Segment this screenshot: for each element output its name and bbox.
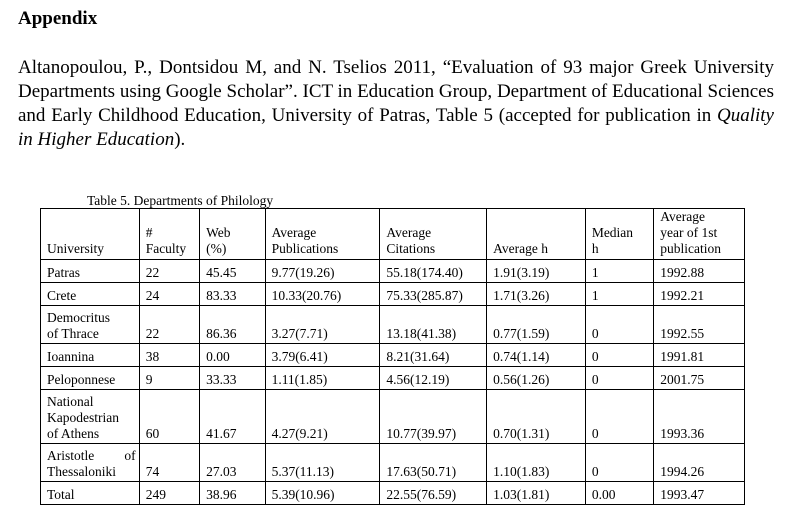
cell-faculty: 9: [139, 367, 199, 390]
university-line: Aristotle of: [47, 448, 136, 463]
cell-web: 41.67: [200, 390, 265, 444]
citation-paragraph: [18, 56, 774, 152]
cell-web: 33.33: [200, 367, 265, 390]
header-line: Average h: [493, 241, 548, 256]
header-line: Average: [271, 225, 317, 240]
cell-year: 1992.21: [654, 283, 745, 306]
header-line: (%): [206, 241, 227, 256]
cell-faculty: 60: [139, 390, 199, 444]
header-publications: [265, 209, 380, 260]
cell-median-h: 0: [585, 367, 653, 390]
table-row: [41, 390, 745, 444]
cell-faculty: 74: [139, 444, 199, 482]
cell-faculty: 24: [139, 283, 199, 306]
cell-citations: 10.77(39.97): [380, 390, 487, 444]
cell-year: 1992.88: [654, 260, 745, 283]
table-row: [41, 306, 745, 344]
cell-publications: 5.37(11.13): [265, 444, 380, 482]
header-line: Citations: [386, 241, 436, 256]
cell-web: 86.36: [200, 306, 265, 344]
philology-departments-table: [40, 208, 745, 505]
header-row: [41, 209, 745, 260]
journal-title: Quality in Higher Education: [18, 105, 774, 150]
cell-faculty: 249: [139, 482, 199, 505]
header-web: [200, 209, 265, 260]
citation-suffix: ).: [174, 129, 186, 150]
cell-publications: 5.39(10.96): [265, 482, 380, 505]
table-row: [41, 260, 745, 283]
header-line: year of 1st: [660, 225, 718, 240]
cell-median-h: 0: [585, 344, 653, 367]
table-row: [41, 344, 745, 367]
header-first-publication-year: [654, 209, 745, 260]
header-line: Average: [386, 225, 432, 240]
cell-university: [41, 444, 140, 482]
cell-average-h: 1.10(1.83): [487, 444, 586, 482]
header-citations: [380, 209, 487, 260]
cell-publications: 9.77(19.26): [265, 260, 380, 283]
cell-median-h: 0.00: [585, 482, 653, 505]
cell-university: Total: [41, 482, 140, 505]
header-line: Web: [206, 225, 231, 240]
cell-average-h: 0.70(1.31): [487, 390, 586, 444]
cell-average-h: 0.74(1.14): [487, 344, 586, 367]
cell-faculty: 22: [139, 306, 199, 344]
cell-median-h: 0: [585, 444, 653, 482]
cell-median-h: 1: [585, 260, 653, 283]
header-line: Median: [591, 225, 634, 240]
cell-citations: 8.21(31.64): [380, 344, 487, 367]
cell-university: Crete: [41, 283, 140, 306]
table-row: [41, 283, 745, 306]
cell-university: Ioannina: [41, 344, 140, 367]
university-line: Kapodestrian: [47, 410, 119, 425]
cell-average-h: 0.77(1.59): [487, 306, 586, 344]
cell-university: [41, 390, 140, 444]
cell-university: Patras: [41, 260, 140, 283]
table-row-total: [41, 482, 745, 505]
cell-median-h: 0: [585, 306, 653, 344]
cell-publications: 10.33(20.76): [265, 283, 380, 306]
cell-faculty: 22: [139, 260, 199, 283]
university-line: Democritus: [47, 310, 110, 325]
cell-citations: 75.33(285.87): [380, 283, 487, 306]
cell-year: 1994.26: [654, 444, 745, 482]
header-line: Faculty: [145, 241, 187, 256]
cell-average-h: 1.03(1.81): [487, 482, 586, 505]
university-line: National: [47, 394, 94, 409]
cell-web: 0.00: [200, 344, 265, 367]
cell-web: 27.03: [200, 444, 265, 482]
cell-average-h: 0.56(1.26): [487, 367, 586, 390]
header-line: University: [47, 241, 104, 256]
cell-publications: 1.11(1.85): [265, 367, 380, 390]
cell-average-h: 1.91(3.19): [487, 260, 586, 283]
table-caption: Table 5. Departments of Philology: [87, 193, 274, 208]
header-median-h: [585, 209, 653, 260]
cell-citations: 13.18(41.38): [380, 306, 487, 344]
header-line: Publications: [271, 241, 339, 256]
cell-faculty: 38: [139, 344, 199, 367]
university-line: Thessaloniki: [47, 464, 116, 479]
cell-median-h: 1: [585, 283, 653, 306]
header-average-h: [487, 209, 586, 260]
cell-publications: 3.27(7.71): [265, 306, 380, 344]
header-university: [41, 209, 140, 260]
table-row: [41, 367, 745, 390]
university-line: of Athens: [47, 426, 100, 441]
cell-average-h: 1.71(3.26): [487, 283, 586, 306]
header-line: #: [145, 225, 153, 240]
university-line: of Thrace: [47, 326, 99, 341]
cell-citations: 55.18(174.40): [380, 260, 487, 283]
cell-citations: 17.63(50.71): [380, 444, 487, 482]
cell-citations: 22.55(76.59): [380, 482, 487, 505]
header-faculty: [139, 209, 199, 260]
cell-year: 1992.55: [654, 306, 745, 344]
citation-text: Altanopoulou, P., Dontsidou M, and N. Tselios 2011, “Evaluation of 93 major Greek University Departments using Google Scholar”. ICT in Education Group, Department of Educational Sciences and Early Childhood Education, University of Patras, Table 5 (accepted for publication in: [18, 57, 774, 126]
cell-publications: 4.27(9.21): [265, 390, 380, 444]
header-line: publication: [660, 241, 722, 256]
cell-year: 1993.36: [654, 390, 745, 444]
cell-year: 1993.47: [654, 482, 745, 505]
cell-web: 83.33: [200, 283, 265, 306]
cell-web: 38.96: [200, 482, 265, 505]
cell-web: 45.45: [200, 260, 265, 283]
cell-year: 1991.81: [654, 344, 745, 367]
cell-publications: 3.79(6.41): [265, 344, 380, 367]
cell-year: 2001.75: [654, 367, 745, 390]
header-line: h: [591, 241, 599, 256]
section-heading: Appendix: [18, 8, 98, 29]
cell-median-h: 0: [585, 390, 653, 444]
cell-citations: 4.56(12.19): [380, 367, 487, 390]
table-row: [41, 444, 745, 482]
cell-university: [41, 306, 140, 344]
header-line: Average: [660, 209, 706, 224]
cell-university: Peloponnese: [41, 367, 140, 390]
